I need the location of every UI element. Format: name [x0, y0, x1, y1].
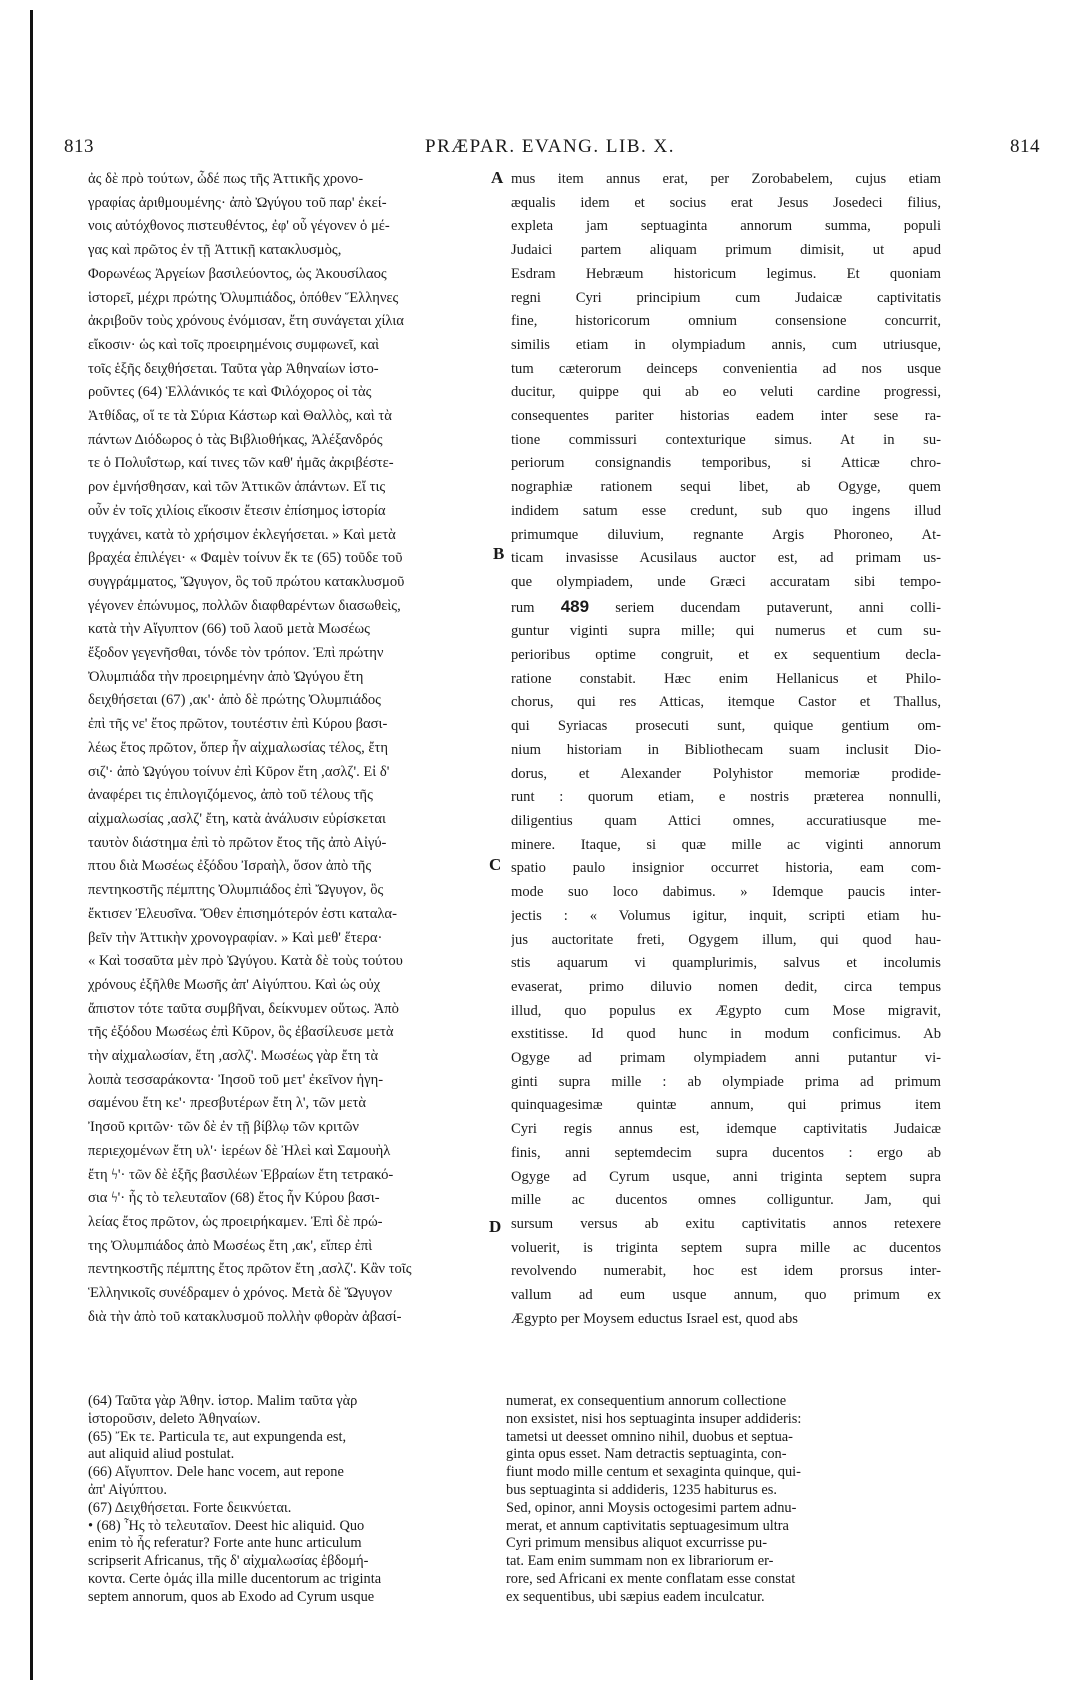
latin-text-line: nium historiam in Bibliothecam suam inclusit Dio-	[511, 741, 941, 758]
latin-text-line: Judaici partem aliquam primum dimisit, ut apud	[511, 242, 941, 259]
greek-text-line: τὴν αἰχμαλωσίαν, ἔτη ,ασλζ'. Μωσέως γὰρ ἔτη τὰ	[88, 1048, 379, 1065]
greek-text-line: αἰχμαλωσίας ,ασλζ' ἔτη, κατὰ ἀνάλυσιν εὑρίσκεται	[88, 810, 386, 827]
greek-text-line: ἱστορεῖ, μέχρι πρώτης Ὀλυμπιάδος, ὁπόθεν Ἕλληνες	[88, 289, 399, 306]
footnote-line: (65) Ἔκ τε. Particula τε, aut expungenda est,	[88, 1428, 347, 1445]
latin-text-line: primumque diluvium, regnante Argis Phoroneo, At-	[511, 526, 941, 543]
greek-text-line: ἀς δὲ πρὸ τούτων, ὧδέ πως τῆς Ἀττικῆς χρονο-	[88, 171, 364, 187]
greek-text-line: πτου διὰ Μωσέως ἐξόδου Ἰσραὴλ, ὅσον ἀπὸ τῆς	[88, 858, 372, 875]
running-title: PRÆPAR. EVANG. LIB. X.	[425, 136, 675, 157]
footnote-line: κοντα. Certe ὁμάς illa mille ducentorum ac triginta	[88, 1570, 382, 1587]
latin-text-line: expleta jam septuaginta annorum summa, populi	[511, 218, 941, 235]
footnote-line: tat. Eam enim summam non ex librariorum er-	[506, 1553, 774, 1570]
greek-text-line: ἔτη ϟ'· τῶν δὲ ἑξῆς βασιλέων Ἑβραίων ἔτη τετρακό-	[88, 1166, 394, 1183]
greek-text-line: γραφίας ἀριθμουμένης· ἀπὸ Ὠγύγου τοῦ παρ' ἐκεί-	[88, 194, 387, 211]
latin-text-line: regni Cyri principium cum Judaicæ captivitatis	[511, 289, 941, 306]
greek-text-line: τε ὁ Πολυΐστωρ, καί τινες τῶν καθ' ἡμᾶς ἀκριβέστε-	[88, 455, 394, 472]
page-number-left: 813	[64, 136, 94, 157]
greek-text-line: χρόνους ἐξῆλθε Μωσῆς ἀπ' Αἰγύπτου. Καὶ ὡς οὐχ	[88, 976, 381, 993]
footnote-line: • (68) Ἧς τὸ τελευταῖον. Deest hic aliquid. Quo	[88, 1517, 365, 1534]
greek-text-column	[88, 168, 506, 1329]
greek-text-line: σια ϟ'· ἧς τὸ τελευταῖον (68) ἔτος ἦν Κύρου βασι-	[88, 1190, 380, 1207]
greek-text-line: ἔκτισεν Ἐλευσῖνα. Ὅθεν ἐπισημότερόν ἐστι καταλα-	[88, 905, 397, 922]
greek-text-line: ἐπὶ τῆς νε' ἔτος πρῶτον, τουτέστιν ἐπὶ Κύρου βασι-	[88, 716, 388, 733]
footnote-line: (64) Ταῦτα γὰρ Ἀθην. ἱστορ. Malim ταῦτα γὰρ	[88, 1393, 358, 1409]
latin-text-line: rum 489 seriem ducendam putaverunt, anni colli-	[511, 596, 941, 616]
greek-text-line: τοῖς ἑξῆς δειχθήσεται. Ταῦτα γὰρ Ἀθηναίων ἱστο-	[88, 360, 379, 377]
latin-text-line: Cyri regis annus est, idemque captivitatis Judaicæ	[511, 1121, 941, 1138]
footnote-line: Cyri primum mensibus aliquot excurrisse pu-	[506, 1535, 767, 1552]
footnote-line: ἀπ' Αἰγύπτου.	[88, 1481, 167, 1498]
greek-text-line: ρον ἐμνήσθησαν, καὶ τῶν Ἀττικῶν ἁπάντων. Εἴ τις	[88, 479, 386, 496]
latin-text-line: ginti supra mille : ab olympiade prima ad primum	[511, 1073, 941, 1090]
latin-text-line: tione commissuri contexturique simus. At in su-	[511, 431, 941, 448]
latin-text-line: sursum versus ab exitu captivitatis annos retexere	[511, 1215, 941, 1232]
margin-letter-b: B	[493, 544, 505, 563]
latin-text-line: dorus, et Alexander Polyhistor memoriæ prodide-	[511, 765, 941, 782]
greek-text-line: ἀναφέρει τις ἐπιλογιζόμενος, ἀπὸ τοῦ τέλους τῆς	[88, 787, 373, 804]
footnote-line: merat, et annum captivitatis septuagesimum ultra	[506, 1517, 789, 1534]
latin-text-line: minere. Itaque, si quæ mille ac viginti annorum	[511, 836, 941, 853]
latin-text-line: ratione constabit. Hæc enim Hellanicus et Philo-	[511, 670, 941, 687]
latin-text-line: jus auctoritate freti, Ogygem illum, qui quod hau-	[511, 931, 941, 948]
greek-text-line: ταυτὸν διάστημα ἐπὶ τὸ πρῶτον ἔτος τῆς ἀπὸ Αἰγύ-	[88, 834, 387, 851]
greek-text-line: τῆς ἐξόδου Μωσέως ἐπὶ Κῦρον, ὃς ἐβασίλευσε μετὰ	[88, 1024, 394, 1041]
greek-text-line: πάντων Διόδωρος ὁ τὰς Βιβλιοθήκας, Ἀλέξανδρός	[88, 431, 383, 448]
latin-text-line: tum cæterorum deinceps convenientia ad nos usque	[511, 360, 941, 377]
greek-text-line: σιζ'· ἀπὸ Ὠγύγου τοίνυν ἐπὶ Κῦρον ἔτη ,ασλζ'. Εἰ δ'	[88, 763, 390, 780]
inline-page-number: 489	[560, 596, 590, 616]
latin-text-line: vallum ad eum usque annum, quo primum ex	[511, 1287, 941, 1304]
latin-text-column	[511, 168, 941, 1331]
greek-text-line: σαμένου ἔτη κε'· πρεσβυτέρων ἔτη λ', τῶν μετὰ	[88, 1095, 367, 1112]
greek-text-line: ροῦντες (64) Ἑλλάνικός τε καὶ Φιλόχορος οἱ τὰς	[88, 384, 372, 401]
greek-text-line: βραχέα ἐπιλέγει· « Φαμὲν τοίνυν ἔκ τε (65) τοῦδε τοῦ	[88, 550, 403, 567]
footnote-line: aut aliquid aliud postulat.	[88, 1446, 235, 1463]
margin-letter-c: C	[489, 855, 502, 874]
footnote-line: (67) Δειχθήσεται. Forte δεικνύεται.	[88, 1499, 292, 1516]
latin-text-line: guntur viginti supra mille; qui numerus et cum su-	[511, 623, 941, 640]
latin-text-line: diligentius quam Attici omnes, accuratiusque me-	[511, 812, 941, 829]
footnote-line: non exsistet, nisi hos septuaginta insuper addideris:	[506, 1410, 802, 1427]
latin-text-line: Esdram Hebræum historicum legimus. Et quoniam	[511, 265, 941, 282]
greek-text-line: ἔξοδον γεγενῆσθαι, τόνδε τὸν τρόπον. Ἐπὶ πρώτην	[88, 645, 384, 662]
greek-text-line: εἴκοσιν· ὡς καὶ τοῖς προειρημένοις συμφωνεῖ, καὶ	[88, 336, 380, 353]
footnote-line: rore, sed Africani ex mente conflatam esse constat	[506, 1570, 796, 1587]
greek-text-line: ἄπιστον τότε ταῦτα συμβῆναι, δείκνυμεν οὕτως. Ἀπὸ	[88, 1000, 399, 1017]
latin-text-line: voluerit, is triginta septem supra mille ac ducentos	[511, 1239, 941, 1256]
latin-text-line: similis etiam in olympiadum annis, cum utriusque,	[511, 336, 941, 353]
latin-text-line: fine, historicorum omnium consensione concurrit,	[511, 313, 941, 330]
greek-text-line: περιεχομένων ἔτη υλ'· ἱερέων δὲ Ἠλεὶ καὶ Σαμουὴλ	[88, 1142, 391, 1159]
margin-letter-a: A	[491, 168, 504, 187]
latin-text-line: mille ac ducentos omnes colliguntur. Jam, qui	[511, 1192, 941, 1209]
latin-text-line: perioribus optime congruit, et ex sequentium decla-	[511, 647, 941, 664]
greek-text-line: Ἑλληνικοῖς συνέδραμεν ὁ χρόνος. Μετὰ δὲ Ὤγυγον	[88, 1285, 393, 1302]
footnote-line: bus septuaginta si addideris, 1235 habiturus es.	[506, 1481, 777, 1498]
latin-text-line: Ogyge ad primam olympiadem anni putantur vi-	[511, 1050, 941, 1067]
latin-text-line: runt : quorum etiam, e nostris præterea nonnulli,	[511, 789, 941, 806]
greek-text-line: πεντηκοστῆς πέμπτης ἔτος πρῶτον ἔτη ,ασλζ'. Κἂν τοῖς	[88, 1261, 412, 1278]
greek-text-line: γέγονεν ἐπώνυμος, πολλῶν διαφθαρέντων διασωθεὶς,	[88, 597, 401, 614]
greek-text-line: της Ὀλυμπιάδος ἀπὸ Μωσέως ἔτη ,ακ', εἴπερ ἐπὶ	[88, 1237, 373, 1254]
greek-text-line: λείας ἔτος πρῶτον, ὡς προειρήκαμεν. Ἐπὶ δὲ πρώ-	[88, 1213, 383, 1230]
footnotes-left	[88, 1393, 498, 1607]
footnote-line: scripserit Africanus, τῆς δ' αἰχμαλωσίας ἑβδομή-	[88, 1553, 369, 1570]
footnote-line: Sed, opinor, anni Moysis octogesimi partem adnu-	[506, 1499, 797, 1516]
greek-text-line: γας καὶ πρῶτος ἐν τῇ Ἀττικῇ κατακλυσμὸς,	[88, 242, 342, 259]
greek-text-line: βεῖν τὴν Ἀττικὴν χρονογραφίαν. » Καὶ μεθ' ἕτερα·	[88, 929, 383, 946]
latin-text-line: periorum consignandis temporibus, si Atticæ chro-	[511, 455, 941, 472]
latin-text-line: revolvendo numerabit, hoc est idem prorsus inter-	[511, 1263, 941, 1280]
footnote-line: (66) Αἴγυπτον. Dele hanc vocem, aut repone	[88, 1464, 344, 1481]
greek-text-line: Ἀτθίδας, οἵ τε τὰ Σύρια Κάστωρ καὶ Θαλλὸς, καὶ τὰ	[88, 408, 392, 425]
latin-text-line: Ogyge ad Cyrum usque, anni triginta septem supra	[511, 1168, 941, 1185]
footnote-line: tametsi ut deesset omnino nihil, duobus et septua-	[506, 1428, 793, 1445]
scan-edge-rule	[30, 10, 33, 1680]
margin-letter-d: D	[489, 1217, 502, 1236]
latin-text-line: finis, anni septemdecim supra ducentos : ergo ab	[511, 1144, 941, 1161]
greek-text-line: « Καὶ τοσαῦτα μὲν πρὸ Ὠγύγου. Κατὰ δὲ τοὺς τούτου	[88, 953, 403, 970]
latin-text-line: mode suo loco dabimus. » Idemque paucis inter-	[511, 884, 941, 901]
latin-text-line: mus item annus erat, per Zorobabelem, cujus etiam	[511, 171, 941, 187]
latin-text-line: consequentes pariter historias eadem inter sese ra-	[511, 408, 941, 425]
greek-text-line: πεντηκοστῆς πέμπτης Ὀλυμπιάδος ἐπὶ Ὤγυγον, ὃς	[88, 882, 384, 899]
footnote-line: numerat, ex consequentium annorum collectione	[506, 1393, 787, 1409]
greek-text-line: συγγράμματος, Ὤγυγον, ὃς τοῦ πρώτου κατακλυσμοῦ	[88, 573, 405, 590]
greek-text-line: κατὰ τὴν Αἴγυπτον (66) τοῦ λαοῦ μετὰ Μωσέως	[88, 621, 370, 638]
latin-text-line: ticam invasisse Acusilaus auctor est, ad primam us-	[511, 550, 941, 567]
greek-text-line: λοιπὰ τεσσαράκοντα· Ἰησοῦ τοῦ μετ' ἐκεῖνον ἡγη-	[88, 1071, 384, 1088]
greek-text-line: οὖν ἐν τοῖς χιλίοις εἴκοσιν ἔτεσιν ἐπίσημος ἱστορία	[88, 502, 386, 519]
latin-text-line: ducitur, quippe qui ab eo veluti cardine progressi,	[511, 384, 941, 401]
greek-text-line: ἀκριβοῦν τοὺς χρόνους ἐνόμισαν, ἔτη συνάγεται χίλια	[88, 313, 404, 330]
latin-text-line: stis aquarum vi quamplurimis, salvus et incolumis	[511, 955, 941, 972]
latin-text-line: chorus, qui res Atticas, itemque Castor et Thallus,	[511, 694, 941, 711]
greek-text-line: δειχθήσεται (67) ,ακ'· ἀπὸ δὲ πρώτης Ὀλυμπιάδος	[88, 692, 381, 709]
greek-text-line: τυγχάνει, κατὰ τὸ χρήσιμον ἐκλεγήσεται. » Καὶ μετὰ	[88, 526, 396, 543]
latin-text-line: spatio paulo insignior occurret historia, eam com-	[511, 860, 941, 877]
greek-text-line: Ὀλυμπιάδα τὴν προειρημένην ἀπὸ Ὠγύγου ἔτη	[88, 668, 364, 685]
footnotes-right	[506, 1393, 938, 1607]
latin-text-line: jectis : « Volumus igitur, inquit, scripti etiam hu-	[511, 907, 941, 924]
greek-text-line: διὰ τὴν ἀπὸ τοῦ κατακλυσμοῦ πολλὴν φθορὰν ἀβασί-	[88, 1308, 402, 1325]
footnote-line: septem annorum, quos ab Exodo ad Cyrum usque	[88, 1588, 375, 1605]
latin-text-line: Ægypto per Moysem eductus Israel est, quod abs	[511, 1310, 798, 1327]
footnote-line: ex sequentibus, ubi sæpius eadem inculcatur.	[506, 1588, 765, 1605]
latin-text-line: evaserat, primo diluvio nomen dedit, circa tempus	[511, 978, 941, 995]
greek-text-line: λέως ἔτος πρῶτον, ὅπερ ἦν αἰχμαλωσίας τέλος, ἔτη	[88, 739, 389, 756]
latin-text-line: illud, quo populus ex Ægypto cum Mose migravit,	[511, 1002, 941, 1019]
footnote-line: ginta opus esset. Nam detractis septuaginta, con-	[506, 1446, 787, 1463]
latin-text-line: indidem satum esse credunt, sub quo ingens illud	[511, 502, 941, 519]
footnote-line: enim τὸ ἧς referatur? Forte ante hunc articulum	[88, 1535, 362, 1552]
latin-text-line: æqualis idem et socius erat Jesus Josedeci filius,	[511, 194, 941, 211]
greek-text-line: νοις αὐτόχθονος πιστευθέντος, ἐφ' οὗ γέγονεν ὁ μέ-	[88, 218, 390, 235]
greek-text-line: Ἰησοῦ κριτῶν· τῶν δὲ ἐν τῇ βίβλῳ τῶν κριτῶν	[88, 1119, 360, 1136]
latin-text-line: qui Syriacas prosecuti sunt, quique gentium om-	[511, 718, 941, 735]
page-number-right: 814	[1010, 136, 1040, 157]
greek-text-line: Φορωνέως Ἀργείων βασιλεύοντος, ὡς Ἀκουσίλαος	[88, 265, 387, 282]
latin-text-line: quinquagesimæ quintæ annum, qui primus item	[511, 1097, 941, 1114]
page-header	[60, 136, 1040, 166]
latin-text-line: exstitisse. Id quod hunc in modum conficimus. Ab	[511, 1026, 941, 1043]
footnote-line: ἱστοροῦσιν, deleto Ἀθηναίων.	[88, 1410, 261, 1427]
latin-text-line: nographiæ rationem sequi libet, ab Ogyge, quem	[511, 479, 941, 496]
footnote-line: fiunt modo mille centum et sexaginta quinque, qui-	[506, 1464, 801, 1481]
latin-text-line: que olympiadem, unde Græci accuratam sibi tempo-	[511, 573, 941, 590]
